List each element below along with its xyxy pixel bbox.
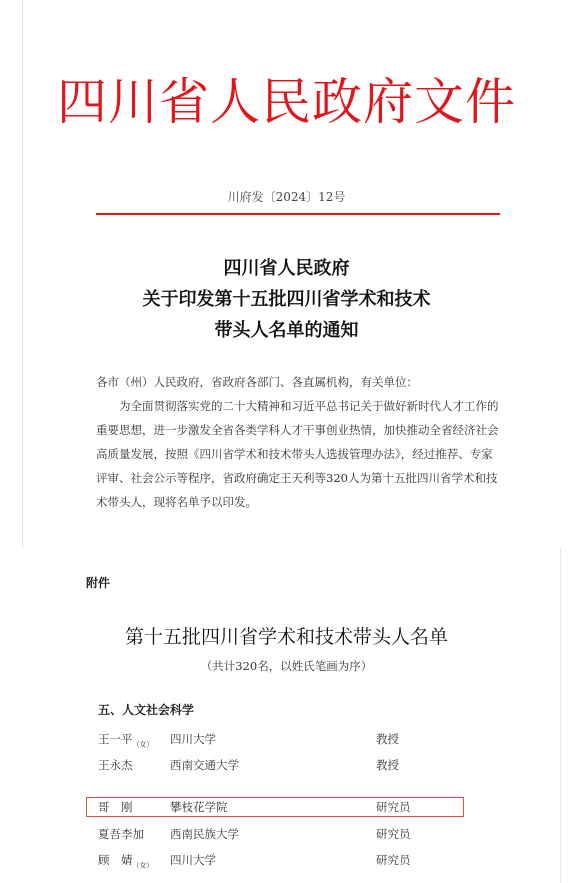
list-title: 第十五批四川省学术和技术带头人名单 — [124, 626, 448, 648]
section-heading: 五、人文社会科学 — [98, 703, 195, 717]
person-title: 教授 — [376, 732, 399, 746]
notice-heading-line-3: 带头人名单的通知 — [214, 320, 359, 341]
person-name: 顾 婧 — [98, 853, 133, 867]
person-title: 研究员 — [376, 853, 411, 867]
notice-paragraph: 为全面贯彻落实党的二十大精神和习近平总书记关于做好新时代人才工作的重要思想，进一步激发全省各类学科人才干事创业热情，加快推动全省经济社会高质量发展，按照《四川省学术和技术带头人选拔管理办法》，经过推荐、专家评审、社会公示等程序，省政府确定王天利等320人为第十五批四川省学术和技术带头人，现将名单予以印发。 — [96, 399, 499, 509]
notice-body — [96, 370, 500, 514]
person-organization: 攀枝花学院 — [170, 800, 228, 814]
person-organization: 四川大学 — [170, 732, 216, 746]
list-item — [98, 757, 458, 777]
list-item — [98, 731, 458, 751]
list-subtitle: （共计320名，以姓氏笔画为序） — [200, 659, 373, 673]
person-organization: 西南交通大学 — [170, 758, 239, 772]
person-organization: 西南民族大学 — [170, 827, 239, 841]
person-title: 研究员 — [376, 800, 411, 814]
person-title: 研究员 — [376, 827, 411, 841]
gender-mark: （女） — [132, 861, 154, 870]
attachment-label: 附件 — [86, 576, 111, 590]
page-edge-right — [560, 548, 561, 883]
document-number: 川府发〔2024〕12号 — [227, 190, 346, 204]
list-item — [98, 826, 458, 846]
person-name: 王永杰 — [98, 758, 133, 772]
list-item — [98, 852, 458, 872]
person-name: 王一平 — [98, 732, 133, 746]
gender-mark: （女） — [132, 740, 154, 749]
red-separator-line — [96, 213, 500, 215]
document-title: 四川省人民政府文件 — [57, 73, 516, 131]
person-name: 哥 刚 — [98, 800, 133, 814]
notice-heading-line-1: 四川省人民政府 — [223, 258, 350, 279]
notice-addressee: 各市（州）人民政府，省政府各部门、各直属机构，有关单位： — [96, 375, 418, 389]
person-title: 教授 — [376, 758, 399, 772]
person-organization: 四川大学 — [170, 853, 216, 867]
list-item-highlighted — [98, 799, 458, 819]
person-name: 夏吾李加 — [98, 827, 144, 841]
notice-heading-line-2: 关于印发第十五批四川省学术和技术 — [142, 289, 431, 310]
